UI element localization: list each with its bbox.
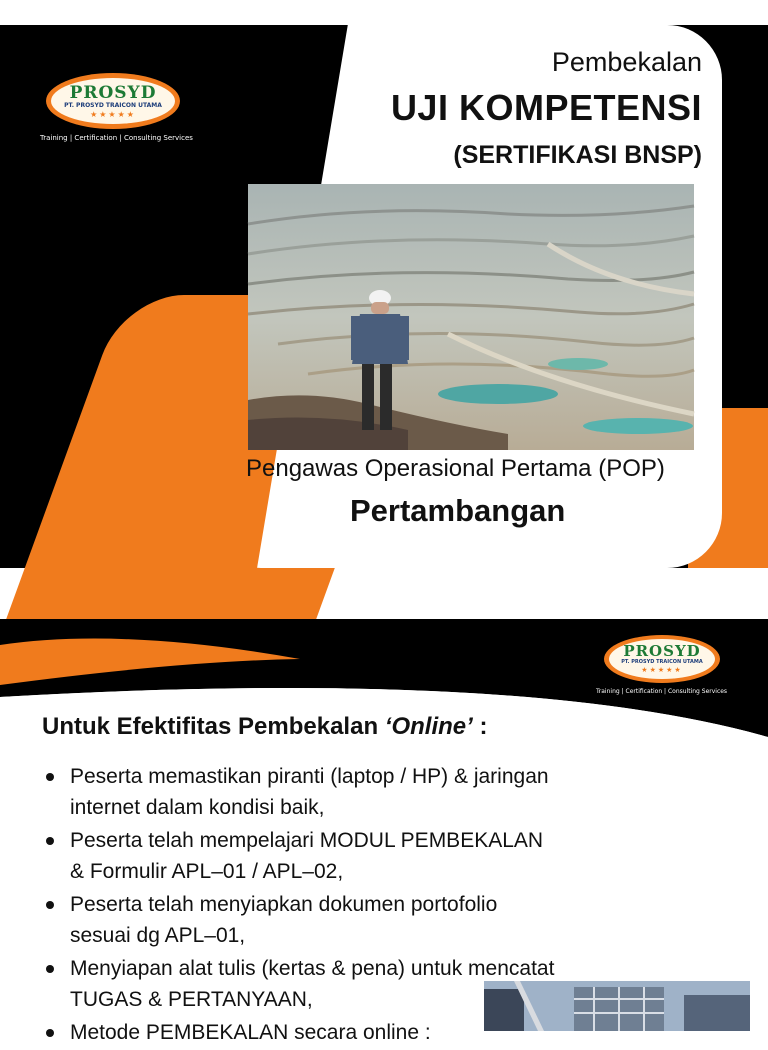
section-title (42, 713, 487, 741)
logo-company: PT. PROSYD TRAICON UTAMA (64, 101, 162, 109)
bullet-dot-icon (46, 965, 54, 973)
logo-tagline: Training | Certification | Consulting Services (40, 134, 193, 142)
slide-pretitle: Pembekalan (551, 47, 702, 77)
list-item: Peserta telah menyiapkan dokumen portofolio sesuai dg APL–01, (42, 889, 562, 951)
list-item: Metode PEMBEKALAN secara online : (42, 1017, 562, 1048)
slide-title: UJI KOMPETENSI (390, 87, 702, 128)
logo-name: PROSYD (623, 642, 701, 660)
prosyd-logo-small (596, 635, 728, 695)
logo-name: PROSYD (69, 82, 157, 103)
construction-photo (484, 981, 750, 1031)
section-title-suffix: : (472, 713, 488, 740)
logo-stars: ★★★★★ (90, 109, 136, 119)
title-slide (0, 25, 768, 568)
section-title-emphasis: ‘Online’ (384, 713, 473, 740)
logo-badge (46, 73, 180, 129)
list-item: Menyiapan alat tulis (kertas & pena) untuk mencatat TUGAS & PERTANYAAN, (42, 953, 562, 1015)
bullet-dot-icon (46, 1029, 54, 1037)
bullet-dot-icon (46, 773, 54, 781)
logo-company: PT. PROSYD TRAICON UTAMA (621, 659, 703, 665)
content-slide (0, 619, 768, 1044)
logo-badge (604, 635, 720, 683)
logo-stars: ★★★★★ (641, 666, 683, 674)
logo-tagline: Training | Certification | Consulting Services (596, 688, 728, 695)
mining-photo (248, 184, 694, 450)
slide-subtitle: (SERTIFIKASI BNSP) (453, 141, 702, 169)
slide-caption: Pengawas Operasional Pertama (POP) (246, 455, 665, 482)
section-title-prefix: Untuk Efektifitas Pembekalan (42, 713, 385, 740)
bullet-dot-icon (46, 837, 54, 845)
list-item: Peserta telah mempelajari MODUL PEMBEKALAN & Formulir APL–01 / APL–02, (42, 825, 562, 887)
bullet-dot-icon (46, 901, 54, 909)
slide-caption-bold: Pertambangan (350, 493, 566, 528)
prosyd-logo (40, 73, 193, 142)
list-item: Peserta memastikan piranti (laptop / HP) & jaringan internet dalam kondisi baik, (42, 761, 562, 823)
